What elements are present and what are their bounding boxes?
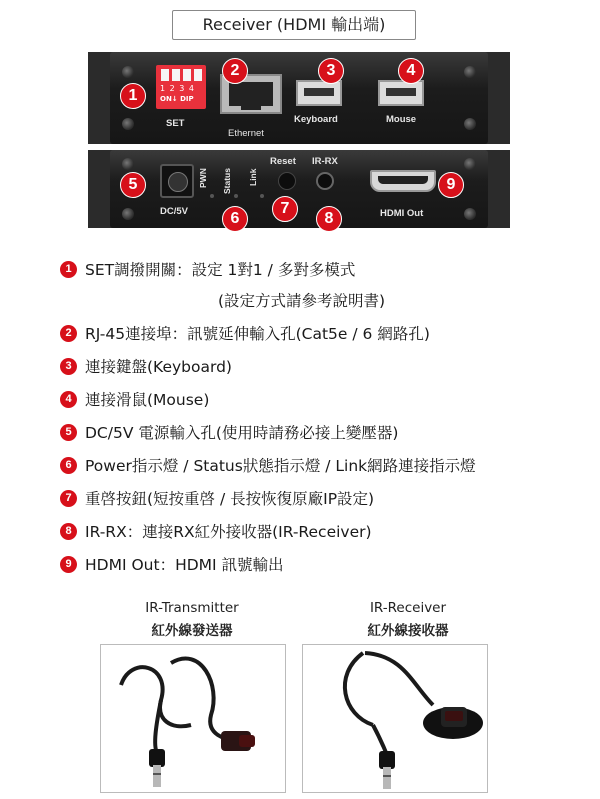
ir-transmitter-cable-image (101, 645, 285, 792)
keyboard-usb-port[interactable] (296, 80, 342, 106)
ir-receiver-title (328, 600, 488, 639)
legend-number: 7 (60, 490, 77, 507)
badge-3: 3 (318, 58, 344, 84)
reset-button[interactable] (278, 172, 296, 190)
legend-text: 連接滑鼠(Mouse) (85, 391, 210, 409)
ir-receiver-name: IR-Receiver (369, 600, 447, 616)
ethernet-label: Ethernet (228, 128, 264, 139)
mouse-usb-port[interactable] (378, 80, 424, 106)
receiver-top-panel (88, 52, 510, 144)
legend-item-8 (60, 520, 372, 542)
legend-item-2 (60, 322, 430, 344)
page-title: Receiver (HDMI 輸出端) (172, 10, 416, 40)
pwn-led (210, 194, 214, 198)
link-led (260, 194, 264, 198)
legend-item-6 (60, 454, 476, 476)
legend-number: 6 (60, 457, 77, 474)
legend-text: RJ-45連接埠：訊號延伸輸入孔(Cat5e / 6 網路孔) (85, 325, 430, 343)
irrx-jack[interactable] (316, 172, 334, 190)
legend-number: 2 (60, 325, 77, 342)
ir-transmitter-title (112, 600, 272, 639)
legend-item-4 (60, 388, 209, 410)
legend-text: IR-RX：連接RX紅外接收器(IR-Receiver) (85, 523, 372, 541)
mouse-label: Mouse (386, 114, 417, 125)
legend-text: DC/5V 電源輸入孔(使用時請務必接上變壓器) (85, 424, 399, 442)
legend-item-5 (60, 421, 398, 443)
legend-text: 重啓按鈕(短按重啓 / 長按恢復原廠IP設定) (85, 490, 375, 508)
ir-receiver-name-zh: 紅外線接收器 (367, 623, 449, 639)
status-label: Status (222, 168, 232, 194)
badge-8: 8 (316, 206, 342, 232)
ir-transmitter-photo (100, 644, 286, 793)
badge-2: 2 (222, 58, 248, 84)
legend-item-9 (60, 553, 284, 575)
ir-receiver-photo (302, 644, 488, 793)
dip-text: ON↓ DIP (160, 95, 194, 103)
hdmi-label: HDMI Out (380, 208, 424, 219)
legend-number: 3 (60, 358, 77, 375)
legend-item-7 (60, 487, 374, 509)
dip-switch[interactable] (156, 65, 206, 109)
legend-text: 連接鍵盤(Keyboard) (85, 358, 232, 376)
badge-6: 6 (222, 206, 248, 232)
legend-text: (設定方式請參考說明書) (218, 292, 386, 310)
badge-9: 9 (438, 172, 464, 198)
legend-number: 9 (60, 556, 77, 573)
status-led (234, 194, 238, 198)
ir-transmitter-name-zh: 紅外線發送器 (151, 623, 233, 639)
legend-number: 5 (60, 424, 77, 441)
irrx-label: IR-RX (312, 156, 338, 167)
legend-text: Power指示燈 / Status狀態指示燈 / Link網路連接指示燈 (85, 457, 476, 475)
legend-item-3 (60, 355, 232, 377)
legend-number: 1 (60, 261, 77, 278)
legend-number: 8 (60, 523, 77, 540)
legend-text: SET調撥開關：設定 1對1 / 多對多模式 (85, 261, 356, 279)
dc-jack[interactable] (160, 164, 194, 198)
ir-transmitter-name: IR-Transmitter (145, 600, 239, 616)
legend-text: HDMI Out：HDMI 訊號輸出 (85, 556, 284, 574)
hdmi-out-port[interactable] (370, 170, 436, 192)
badge-4: 4 (398, 58, 424, 84)
keyboard-label: Keyboard (294, 114, 338, 125)
reset-label: Reset (270, 156, 296, 167)
legend-item-1-note (218, 289, 385, 311)
set-label: SET (166, 118, 185, 129)
legend-item-1 (60, 258, 355, 280)
ir-receiver-cable-image (303, 645, 487, 792)
badge-5: 5 (120, 172, 146, 198)
legend-number: 4 (60, 391, 77, 408)
badge-7: 7 (272, 196, 298, 222)
dip-numbers: 1 2 3 4 (160, 84, 195, 93)
badge-1: 1 (120, 83, 146, 109)
dc-label: DC/5V (160, 206, 188, 217)
link-label: Link (248, 168, 258, 186)
pwn-label: PWN (198, 168, 208, 188)
